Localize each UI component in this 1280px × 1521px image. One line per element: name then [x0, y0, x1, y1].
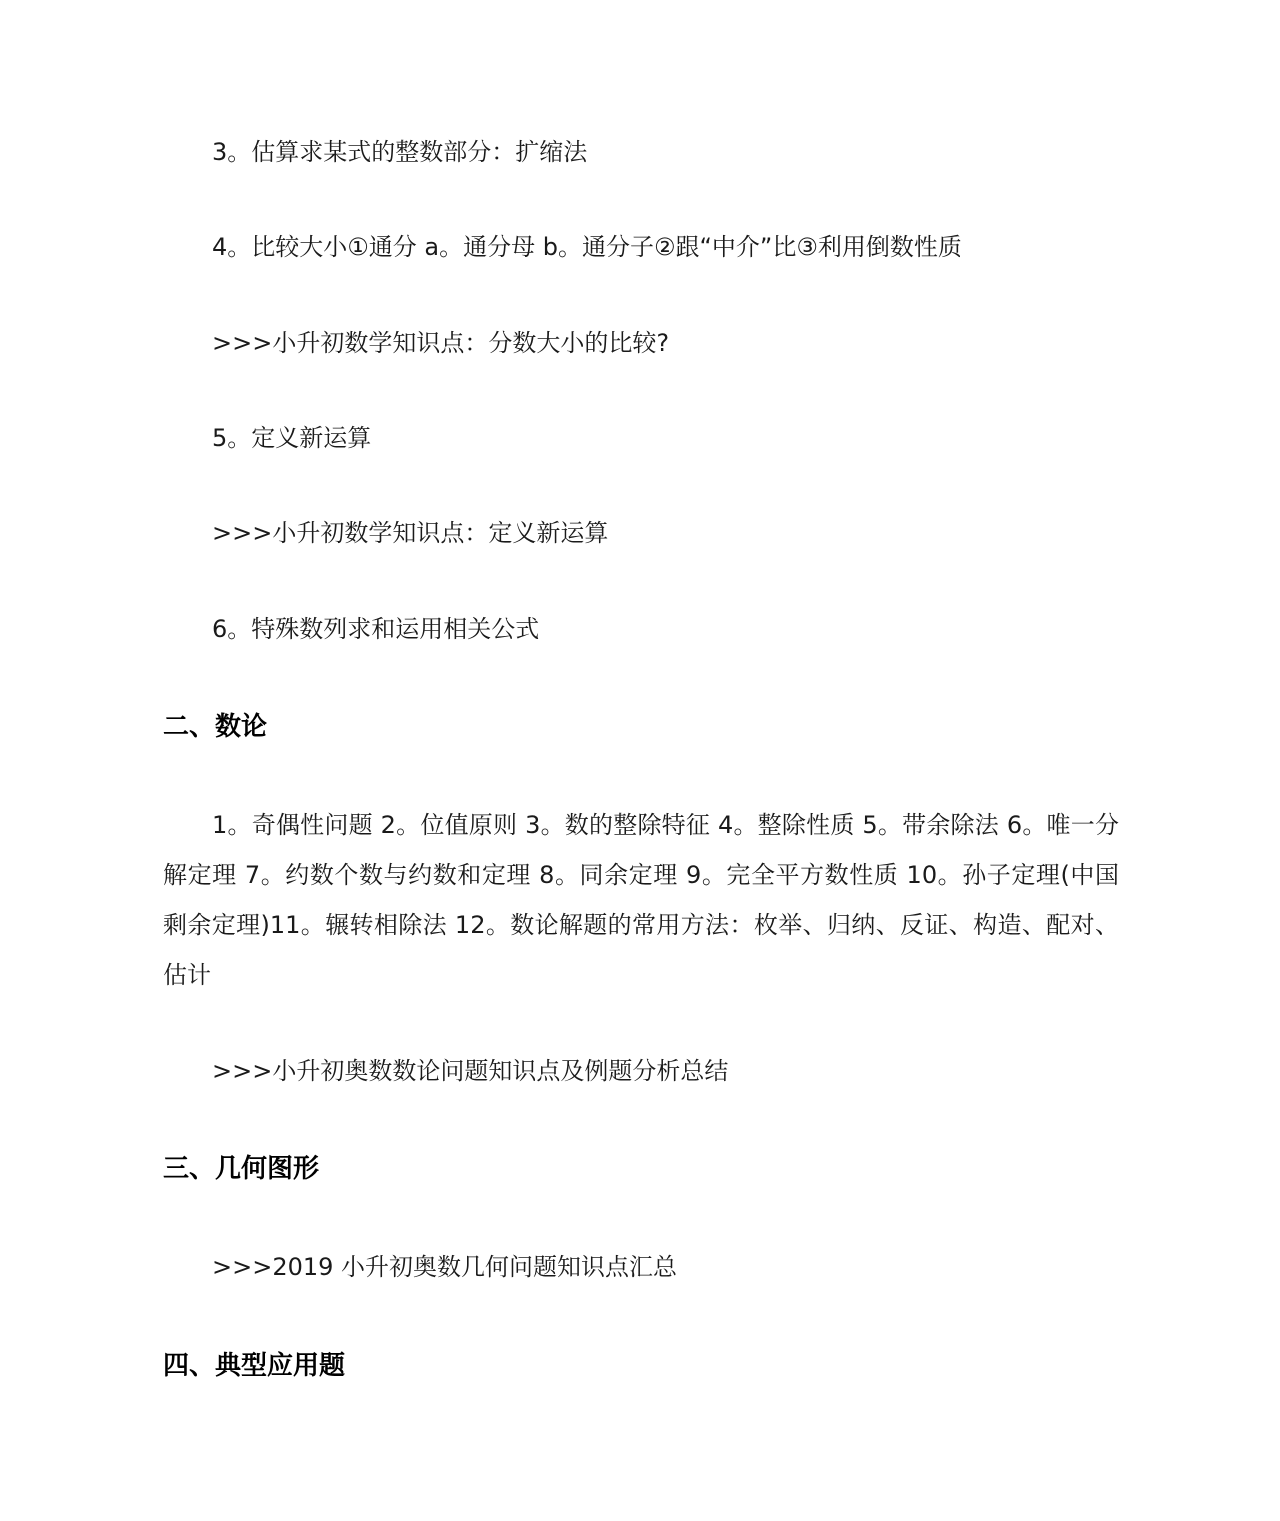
link-fraction-compare[interactable]: >>>小升初数学知识点：分数大小的比较? [212, 329, 670, 357]
link-new-operation[interactable]: >>>小升初数学知识点：定义新运算 [212, 519, 609, 547]
list-item-new-operation: 5。定义新运算 [212, 424, 372, 452]
section-heading-number-theory: 二、数论 [163, 712, 268, 742]
paragraph-number-theory: 1。奇偶性问题 2。位值原则 3。数的整除特征 4。整除性质 5。带余除法 6。唯一分解定理 7。约数个数与约数和定理 8。同余定理 9。完全平方数性质 10。孙子定理(中国剩余定理)11。辗转相除法 12。数论解题的常用方法：枚举、归纳、反证、构造、配对、估计 [163, 811, 1119, 989]
link-geometry-summary[interactable]: >>>2019 小升初奥数几何问题知识点汇总 [212, 1253, 678, 1281]
list-item-series-sum: 6。特殊数列求和运用相关公式 [212, 615, 540, 643]
section-heading-geometry: 三、几何图形 [163, 1154, 320, 1184]
list-item-estimation: 3。估算求某式的整数部分：扩缩法 [212, 138, 588, 166]
section-heading-applied-problems: 四、典型应用题 [163, 1351, 346, 1381]
link-number-theory-summary[interactable]: >>>小升初奥数数论问题知识点及例题分析总结 [212, 1057, 729, 1085]
list-item-compare-size: 4。比较大小①通分 a。通分母 b。通分子②跟“中介”比③利用倒数性质 [212, 233, 962, 261]
